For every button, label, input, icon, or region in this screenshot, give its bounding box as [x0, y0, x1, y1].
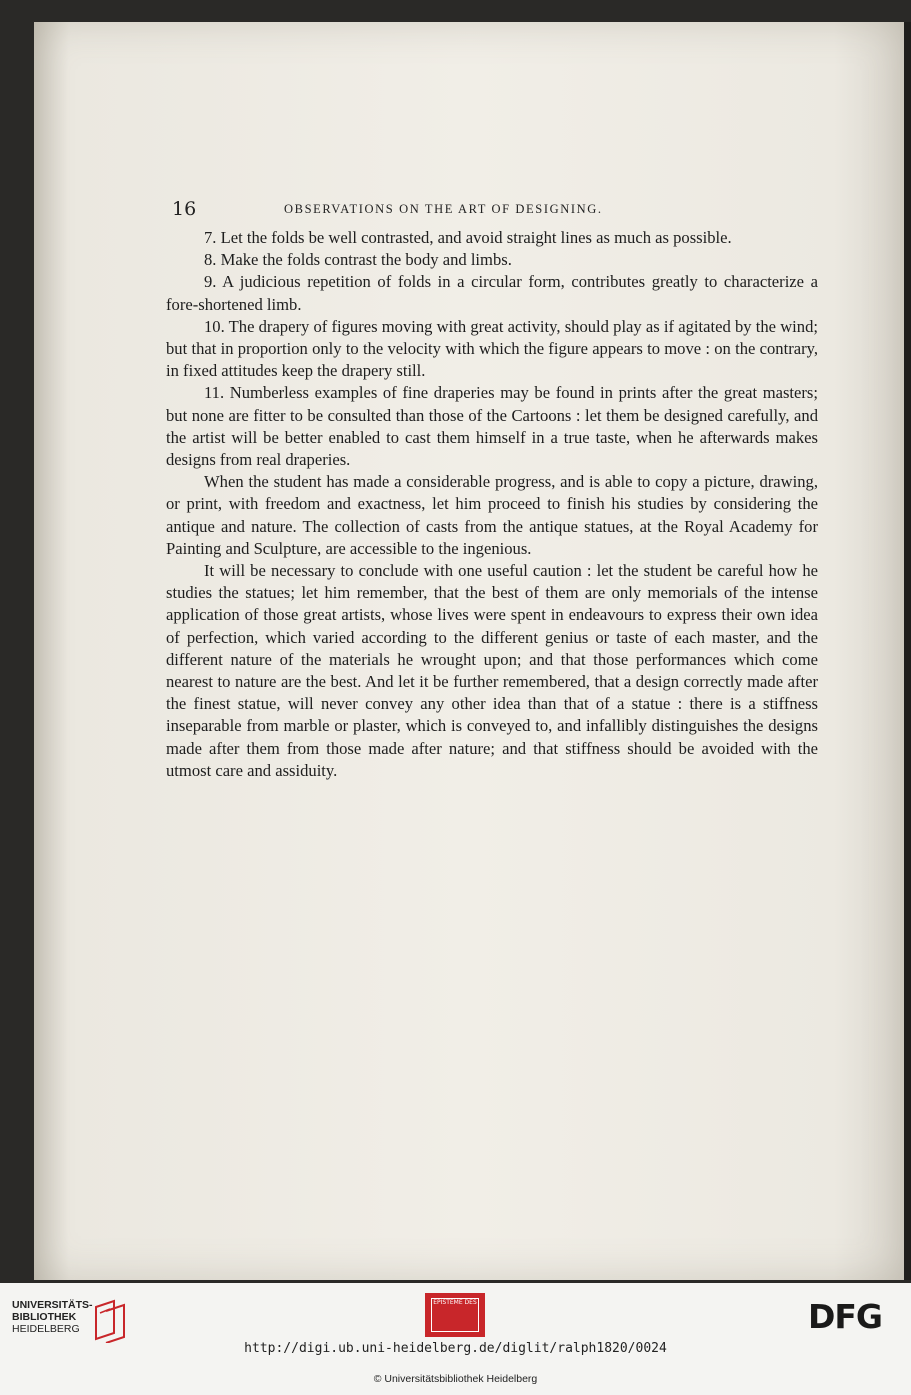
permalink-url[interactable]: http://digi.ub.uni-heidelberg.de/diglit/ralph1820/0024	[244, 1341, 667, 1356]
university-mark-icon	[92, 1299, 128, 1343]
paragraph: 7. Let the folds be well contrasted, and avoid straight lines as much as possible.	[204, 228, 732, 247]
episteme-logo-text: EPISTEME DES	[431, 1298, 479, 1332]
paragraph: 10. The drapery of figures moving with great activity, should play as if agitated by the wind; but that in proportion only to the velocity with which the figure appears to move : on the contrary, in fixed attitudes keep the drapery still.	[166, 316, 818, 381]
university-name: UNIVERSITÄTS- BIBLIOTHEK HEIDELBERG	[12, 1299, 93, 1335]
paragraph: When the student has made a considerable progress, and is able to copy a picture, drawing, or print, with freedom and exactness, let him proceed to finish his studies by considering the antique and nature. The collection of casts from the antique statues, at the Royal Academy for Painting and Sculpture, are accessible to the ingenious.	[166, 472, 818, 558]
copyright-notice: © Universitätsbibliothek Heidelberg	[373, 1373, 538, 1385]
paragraph: 9. A judicious repetition of folds in a circular form, contributes greatly to characterize a fore-shortened limb.	[166, 272, 818, 314]
paragraph: 8. Make the folds contrast the body and limbs.	[204, 250, 512, 270]
dfg-logo[interactable]: DFG	[808, 1297, 883, 1336]
episteme-logo[interactable]	[425, 1293, 485, 1337]
page-edge	[904, 22, 911, 1280]
viewer-footer	[0, 1283, 911, 1395]
body-text	[166, 227, 818, 782]
running-title: OBSERVATIONS ON THE ART OF DESIGNING.	[284, 202, 603, 216]
paragraph: 11. Numberless examples of fine draperies may be found in prints after the great masters; but none are fitter to be consulted than those of the Cartoons : let them be designed carefully, and the artist will be better enabled to cast them himself in a true taste, when he afterwards makes designs from real draperies.	[166, 383, 818, 470]
paragraph: It will be necessary to conclude with one useful caution : let the student be careful how he studies the statues; let him remember, that the best of them are only memorials of the intense application of those great artists, whose lives were spent in endeavours to express their own idea of perfection, which varied according to the different genius or taste of each master, and the different nature of the materials he wrought upon; and that those performances which come nearest to nature are the best. And let it be further remembered, that a design correctly made after the finest statue, will never convey any other idea than that of a statue : there is a stiffness inseparable from marble or plaster, which is conveyed to, and infallibly distinguishes the designs made after them from those made after nature; and that stiffness should be avoided with the utmost care and assiduity.	[166, 561, 818, 780]
page-number: 16	[172, 198, 197, 220]
running-head	[172, 198, 822, 222]
